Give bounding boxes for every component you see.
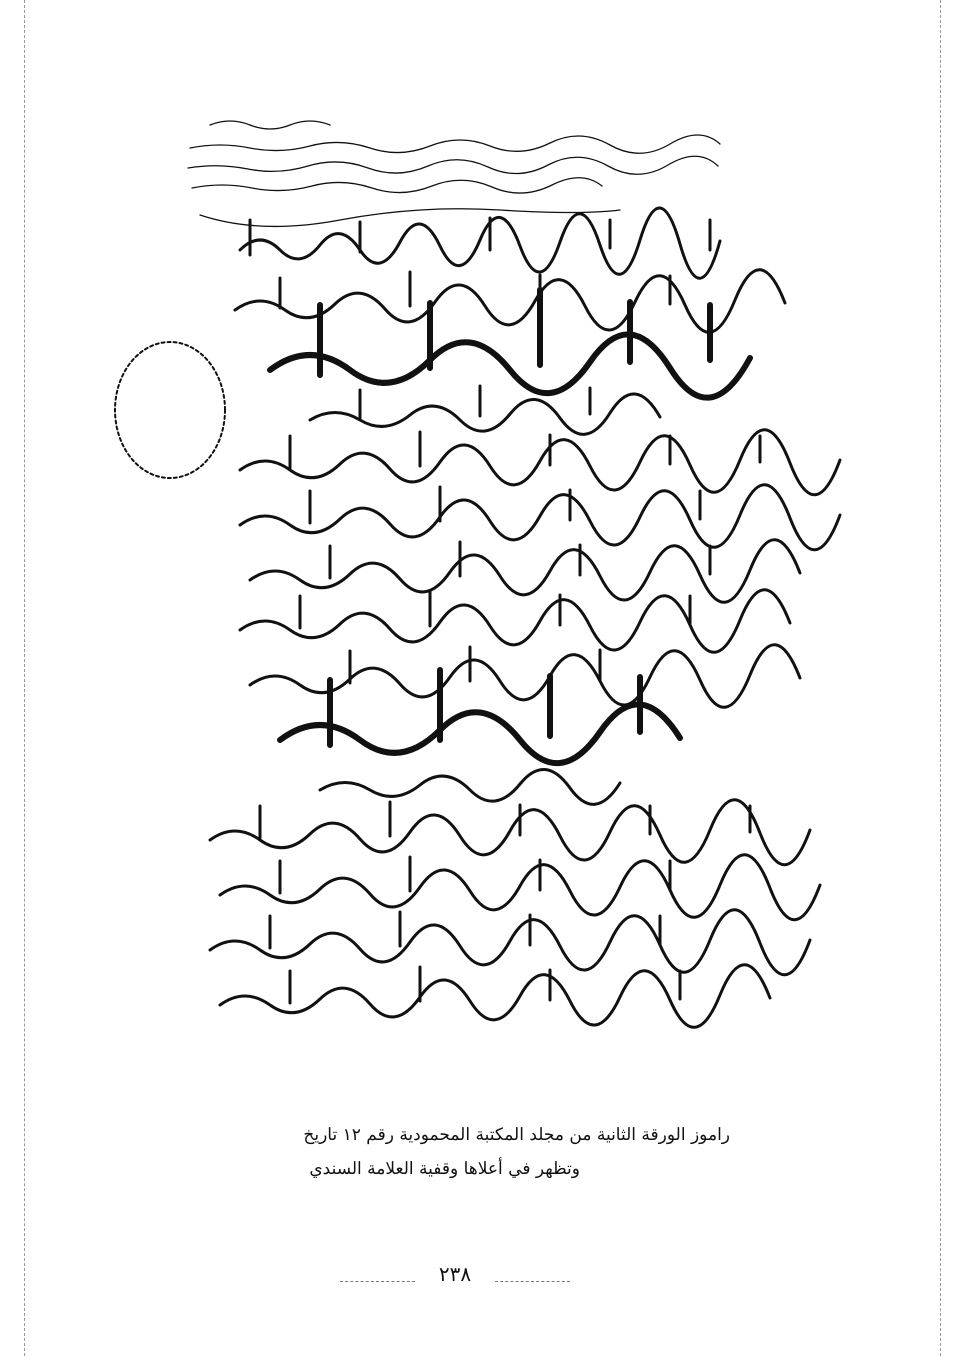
figure-caption <box>150 1118 730 1186</box>
title-script-1 <box>270 290 750 398</box>
page-number-rule-right <box>495 1281 570 1282</box>
caption-line-2: وتظهر في أعلاها وقفية العلامة السندي <box>309 1159 580 1179</box>
title-script-2 <box>280 670 680 763</box>
page-number-rule-left <box>340 1281 415 1282</box>
waqf-note <box>188 121 720 226</box>
page-number: ٢٣٨ <box>438 1262 472 1286</box>
manuscript-handwriting-drawing <box>110 100 850 1060</box>
page-edge-right <box>940 0 941 1356</box>
page-edge-left <box>24 0 25 1356</box>
manuscript-image <box>110 100 850 1060</box>
script-lines-3 <box>210 769 820 1027</box>
seal-stamp <box>115 342 225 478</box>
script-lines-2 <box>240 386 840 707</box>
caption-line-1: راموز الورقة الثانية من مجلد المكتبة المحمودية رقم ١٢ تاريخ <box>303 1125 730 1145</box>
